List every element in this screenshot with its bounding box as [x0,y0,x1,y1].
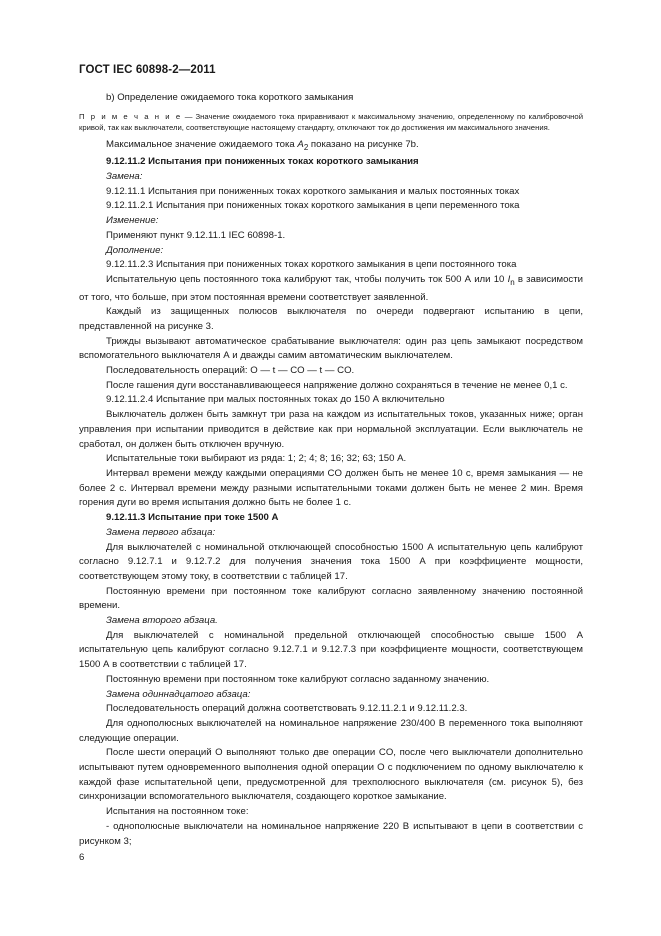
amendment-label: Замена первого абзаца: [106,526,216,538]
paragraph: Последовательность операций должна соответствовать 9.12.11.2.1 и 9.12.11.2.3. [106,703,468,715]
paragraph: После гашения дуги восстанавливающееся напряжение должно сохраняться в течение не менее 0,1 с. [106,379,568,391]
subsection-heading: 9.12.11.2.1 Испытания при пониженных токах короткого замыкания в цепи переменного тока [106,200,520,212]
paragraph: Каждый из защищенных полюсов выключателя по очереди подвергают испытанию в цепи, представленной на рисунке 3. [79,306,583,332]
paragraph: Испытания на постоянном токе: [106,806,249,818]
section-heading: 9.12.11.2 Испытания при пониженных токах короткого замыкания [106,156,419,168]
amendment-label: Изменение: [106,215,159,227]
paragraph: После шести операций О выполняют только две операции CO, после чего выключатели дополнительно испытывают путем одновременного выполнения одной операции О с подключением по одному выключателю к каждой фазе испытательной цепи, предусмотренной для трехполюсного выключателя (см. рисунок 5), без синхронизации вспомогательного выключателя, создающего короткое замыкание. [79,747,583,803]
paragraph: Выключатель должен быть замкнут три раза на каждом из испытательных токов, указанных ниже; орган управления при испытании приводится в действие как при нормальной эксплуатации. Если выключатель не сработал, он должен быть отключен вручную. [79,409,583,450]
section-heading: 9.12.11.3 Испытание при токе 1500 А [106,512,279,524]
amendment-label: Замена одиннадцатого абзаца: [106,688,251,700]
paragraph: Максимальное значение ожидаемого тока $A_2$ показано на рисунке 7b. [106,138,419,152]
amendment-label: Дополнение: [106,244,164,256]
paragraph: Интервал времени между каждыми операциями CO должен быть не менее 10 с, время замыкания — не более 2 с. Интервал времени между разными испытательными токами должен быть не менее 2 мин. Время горения дуги во время испытания должно быть не более 1 с. [79,467,583,509]
document-header: ГОСТ IEC 60898-2—2011 [79,64,216,76]
paragraph: Для однополюсных выключателей на номинальное напряжение 230/400 В переменного тока выполняют следующие операции. [79,717,583,744]
paragraph: Для выключателей с номинальной предельной отключающей способностью свыше 1500 А испытательную цепь калибруют согласно 9.12.7.1 и 9.12.7.3 при коэффициенте мощности, соответствующем 1500 А в соответствии с таблицей 17. [79,629,583,671]
amendment-label: Замена второго абзаца. [106,615,218,627]
list-item: - однополюсные выключатели на номинальное напряжение 220 В испытывают в цепи в соответствии с рисунком 3; [79,820,583,847]
subsection-heading: 9.12.11.1 Испытания при пониженных токах короткого замыкания и малых постоянных токах [106,185,520,197]
subsection-b-title: b) Определение ожидаемого тока короткого замыкания [106,92,354,103]
paragraph: Испытательную цепь постоянного тока калибруют так, чтобы получить ток 500 А или 10 $I_n$ в зависимости от того, что больше, при этом постоянная времени соответствует заявленной. [79,273,583,303]
paragraph: Последовательность операций: О — t — CO — t — CO. [106,365,355,377]
paragraph: Для выключателей с номинальной отключающей способностью 1500 А испытательную цепь калибруют согласно 9.12.7.1 и 9.12.7.2 для получения значения тока 1500 А при коэффициенте мощности, соответствующем этому току, в соответствии с таблицей 17. [79,541,583,582]
document-body [79,91,583,849]
paragraph: Постоянную времени при постоянном токе калибруют согласно заданному значению. [106,673,490,685]
amendment-label: Замена: [106,171,143,183]
paragraph: Применяют пункт 9.12.11.1 IEC 60898-1. [106,229,286,241]
note-label: П р и м е ч а н и е [79,111,182,121]
note-text: — Значение ожидаемого тока приравнивают к максимальному значению, определенному по калибровочной кривой, так как выключатели, соответствующие настоящему стандарту, отключают ток до достижения им максимального значения. [79,111,583,132]
paragraph: Испытательные токи выбирают из ряда: 1; 2; 4; 8; 16; 32; 63; 150 А. [106,453,407,465]
page-number: 6 [79,852,85,863]
subsection-heading: 9.12.11.2.3 Испытания при пониженных токах короткого замыкания в цепи постоянного тока [106,259,517,271]
subsection-heading: 9.12.11.2.4 Испытание при малых постоянных токах до 150 А включительно [106,394,445,406]
note-paragraph [79,111,583,133]
paragraph: Трижды вызывают автоматическое срабатывание выключателя: один раз цепь замыкают посредством вспомогательного выключателя А и дважды самим автоматическим выключателем. [79,335,583,362]
paragraph: Постоянную времени при постоянном токе калибруют согласно заявленному значению постоянной времени. [79,585,583,612]
